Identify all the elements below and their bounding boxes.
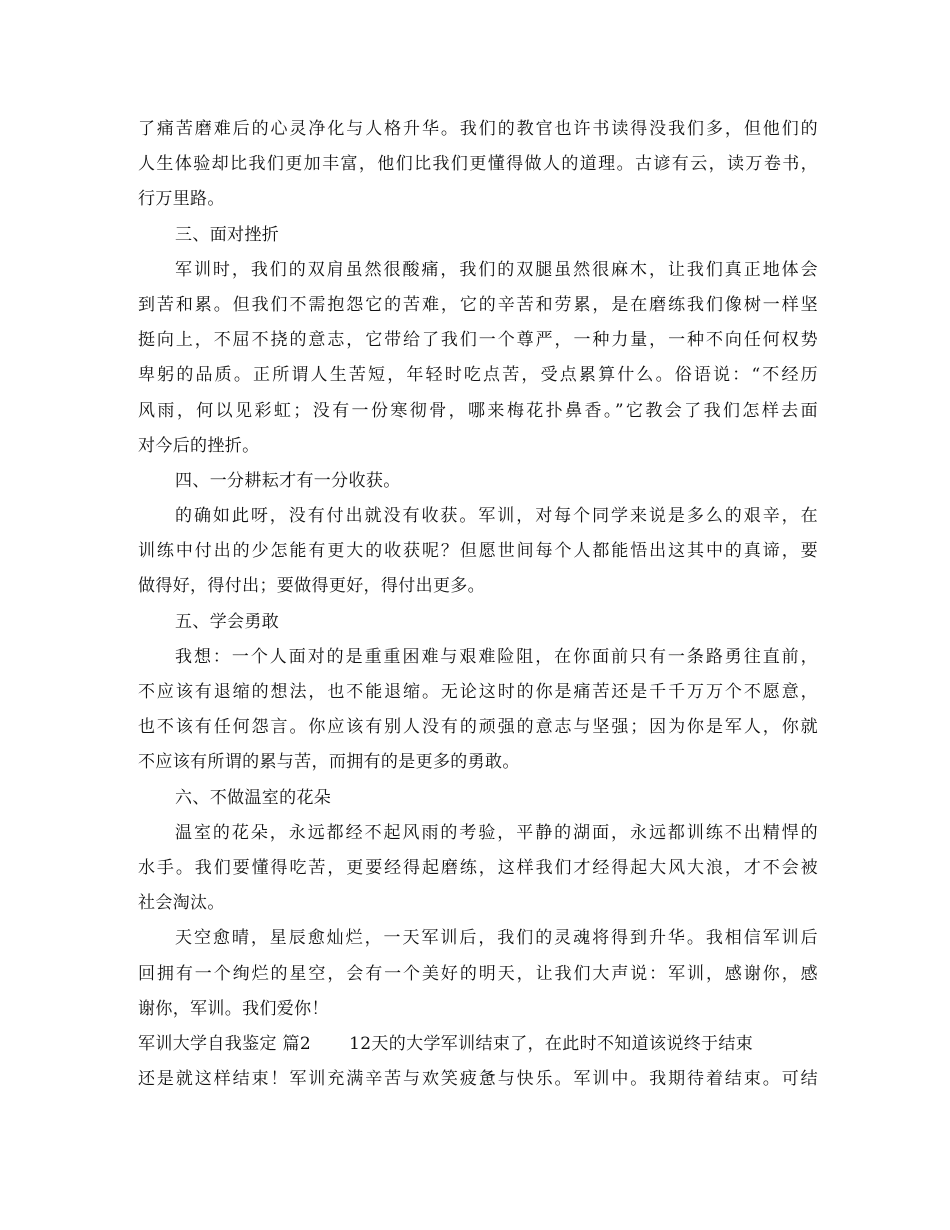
section-heading: 六、不做温室的花朵 — [175, 787, 332, 808]
text-line: 军训时，我们的双肩虽然很酸痛，我们的双腿虽然很麻木，让我们真正地体会 — [175, 259, 818, 280]
text-line: 训练中付出的少怎能有更大的收获呢？但愿世间每个人都能悟出这其中的真谛，要 — [138, 541, 818, 562]
text-line: 水手。我们要懂得吃苦，更要经得起磨练，这样我们才经得起大风大浪，才不会被 — [138, 857, 818, 878]
text-line: 到苦和累。但我们不需抱怨它的苦难，它的辛苦和劳累，是在磨练我们像树一样坚 — [138, 294, 818, 315]
text-line: 了痛苦磨难后的心灵净化与人格升华。我们的教官也许书读得没我们多，但他们的 — [138, 119, 818, 139]
text-line: 也不该有任何怨言。你应该有别人没有的顽强的意志与坚强；因为你是军人，你就 — [138, 717, 818, 738]
text-line: 不应该有所谓的累与苦，而拥有的是更多的勇敢。 — [138, 752, 520, 773]
text-line: 对今后的挫折。 — [138, 435, 260, 456]
article-section-title: 军训大学自我鉴定 篇2 — [138, 1033, 312, 1054]
document-page — [138, 112, 818, 1097]
text-line: 温室的花朵，永远都经不起风雨的考验，平静的湖面，永远都训练不出精悍的 — [175, 822, 818, 843]
text-line: 卑躬的品质。正所谓人生苦短，年轻时吃点苦，受点累算什么。俗语说：“不经历 — [138, 365, 818, 386]
document-body — [138, 112, 818, 1097]
text-line: 回拥有一个绚烂的星空，会有一个美好的明天，让我们大声说：军训，感谢你，感 — [138, 963, 818, 984]
text-line: 社会淘汰。 — [138, 893, 225, 914]
text-line: 行万里路。 — [138, 189, 225, 210]
section-heading: 三、面对挫折 — [175, 224, 280, 245]
text-line: 不应该有退缩的想法，也不能退缩。无论这时的你是痛苦还是千千万万个不愿意， — [138, 682, 818, 702]
text-line: 做得好，得付出；要做得更好，得付出更多。 — [138, 576, 485, 597]
text-line: 的确如此呀，没有付出就没有收获。军训，对每个同学来说是多么的艰辛，在 — [175, 506, 818, 527]
text-line: 人生体验却比我们更加丰富，他们比我们更懂得做人的道理。古谚有云，读万卷书， — [138, 154, 818, 175]
section-heading: 五、学会勇敢 — [175, 611, 280, 632]
text-line: 我想：一个人面对的是重重困难与艰难险阻，在你面前只有一条路勇往直前， — [175, 646, 818, 667]
text-line: 风雨，何以见彩虹；没有一份寒彻骨，哪来梅花扑鼻香。”它教会了我们怎样去面 — [138, 400, 818, 421]
section-title-line — [138, 1027, 818, 1062]
text-line: 谢你，军训。我们爱你！ — [138, 998, 329, 1019]
text-line: 挺向上，不屈不挠的意志，它带给了我们一个尊严，一种力量，一种不向任何权势 — [138, 330, 818, 351]
section-heading: 四、一分耕耘才有一分收获。 — [175, 470, 401, 491]
text-line: 还是就这样结束！军训充满辛苦与欢笑疲惫与快乐。军训中。我期待着结束。可结 — [138, 1069, 818, 1090]
article-opening-text: 12天的大学军训结束了，在此时不知道该说终于结束 — [349, 1033, 754, 1054]
text-line: 天空愈晴，星辰愈灿烂，一天军训后，我们的灵魂将得到升华。我相信军训后 — [175, 928, 818, 949]
